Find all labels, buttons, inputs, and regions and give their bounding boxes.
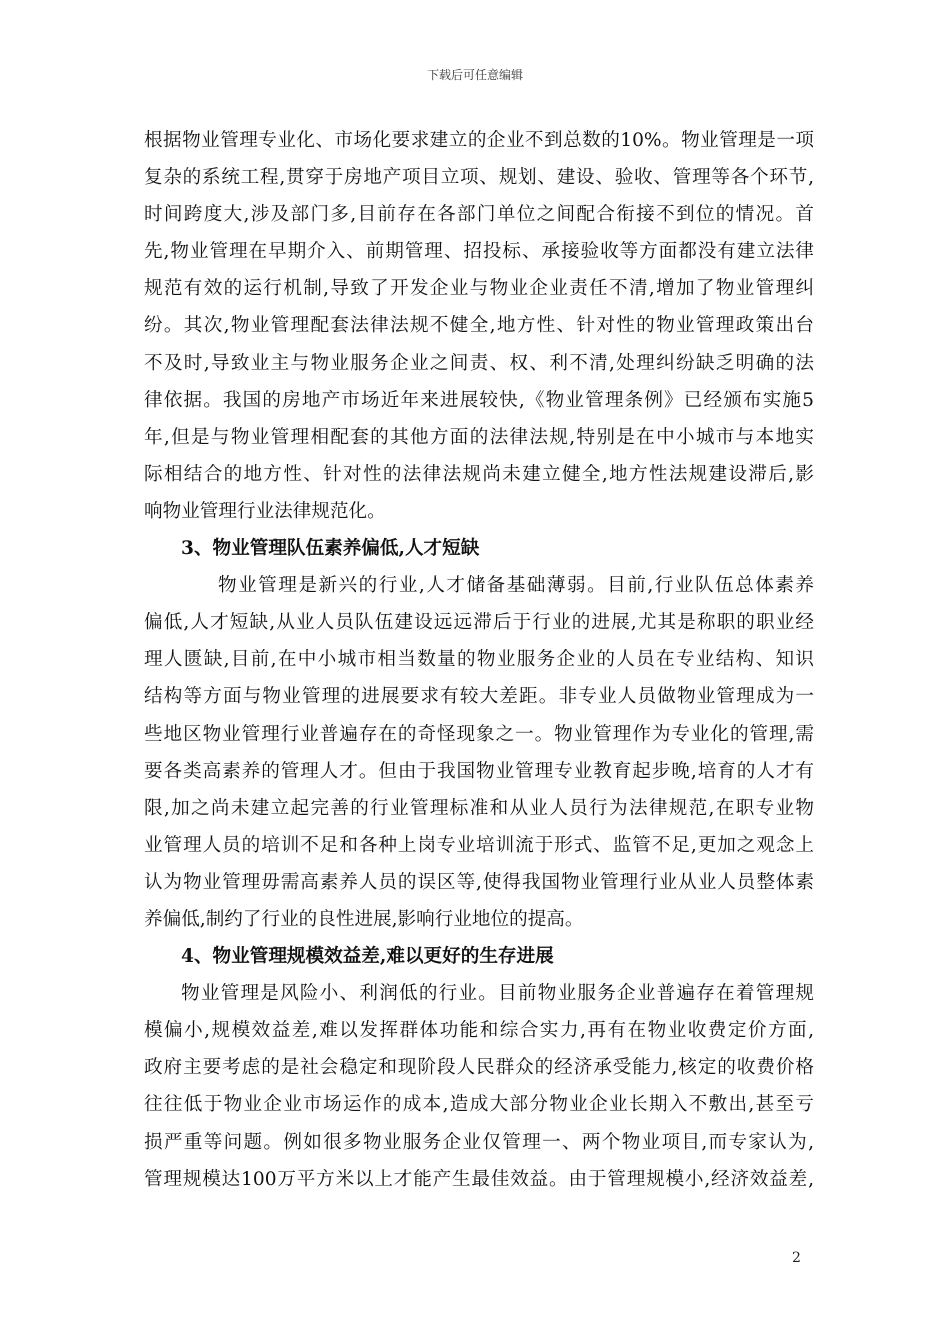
text-line: 不及时,导致业主与物业服务企业之间责、权、利不清,处理纠纷缺乏明确的法 [144, 352, 814, 374]
text-line: 年,但是与物业管理相配套的其他方面的法律法规,特别是在中小城市与本地实 [144, 426, 814, 448]
text-line: 认为物业管理毋需高素养人员的误区等,使得我国物业管理行业从业人员整体素 [144, 871, 814, 893]
document-body [144, 122, 814, 1198]
section-heading: 4、物业管理规模效益差,难以更好的生存进展 [181, 946, 554, 968]
text-line: 模偏小,规模效益差,难以发挥群体功能和综合实力,再有在物业收费定价方面, [144, 1020, 814, 1042]
page-number: 2 [792, 1250, 801, 1266]
text-line: 响物业管理行业法律规范化。 [144, 500, 386, 522]
text-line: 要各类高素养的管理人才。但由于我国物业管理专业教育起步晚,培育的人才有 [144, 760, 814, 782]
section-heading: 3、物业管理队伍素养偏低,人才短缺 [181, 538, 480, 560]
text-line: 纷。其次,物业管理配套法律法规不健全,地方性、针对性的物业管理政策出台 [144, 315, 814, 337]
text-line: 先,物业管理在早期介入、前期管理、招投标、承接验收等方面都没有建立法律 [144, 241, 814, 263]
text-line: 时间跨度大,涉及部门多,目前存在各部门单位之间配合衔接不到位的情况。首 [144, 204, 814, 226]
text-line: 规范有效的运行机制,导致了开发企业与物业企业责任不清,增加了物业管理纠 [144, 278, 814, 300]
text-line: 际相结合的地方性、针对性的法律法规尚未建立健全,地方性法规建设滞后,影 [144, 463, 814, 485]
page-header-note: 下载后可任意编辑 [426, 68, 523, 82]
text-line: 管理规模达100万平方米以上才能产生最佳效益。由于管理规模小,经济效益差, [144, 1168, 814, 1190]
text-line: 根据物业管理专业化、市场化要求建立的企业不到总数的10%。物业管理是一项 [144, 130, 814, 151]
text-line: 些地区物业管理行业普遍存在的奇怪现象之一。物业管理作为专业化的管理,需 [144, 723, 814, 745]
text-line: 理人匮缺,目前,在中小城市相当数量的物业服务企业的人员在专业结构、知识 [144, 649, 814, 671]
text-line: 政府主要考虑的是社会稳定和现阶段人民群众的经济承受能力,核定的收费价格 [144, 1057, 814, 1079]
text-line: 业管理人员的培训不足和各种上岗专业培训流于形式、监管不足,更加之观念上 [144, 834, 814, 856]
text-line: 物业管理是风险小、利润低的行业。目前物业服务企业普遍存在着管理规 [181, 983, 814, 1005]
text-line: 物业管理是新兴的行业,人才储备基础薄弱。目前,行业队伍总体素养 [218, 575, 814, 597]
text-line: 养偏低,制约了行业的良性进展,影响行业地位的提高。 [144, 908, 584, 930]
text-line: 往往低于物业企业市场运作的成本,造成大部分物业企业长期入不敷出,甚至亏 [144, 1094, 814, 1116]
text-line: 复杂的系统工程,贯穿于房地产项目立项、规划、建设、验收、管理等各个环节, [144, 167, 814, 189]
text-line: 损严重等问题。例如很多物业服务企业仅管理一、两个物业项目,而专家认为, [144, 1131, 814, 1153]
text-line: 偏低,人才短缺,从业人员队伍建设远远滞后于行业的进展,尤其是称职的职业经 [144, 612, 814, 634]
text-line: 结构等方面与物业管理的进展要求有较大差距。非专业人员做物业管理成为一 [144, 686, 814, 708]
text-line: 律依据。我国的房地产市场近年来进展较快,《物业管理条例》已经颁布实施5 [144, 389, 814, 411]
text-line: 限,加之尚未建立起完善的行业管理标准和从业人员行为法律规范,在职专业物 [144, 797, 814, 819]
